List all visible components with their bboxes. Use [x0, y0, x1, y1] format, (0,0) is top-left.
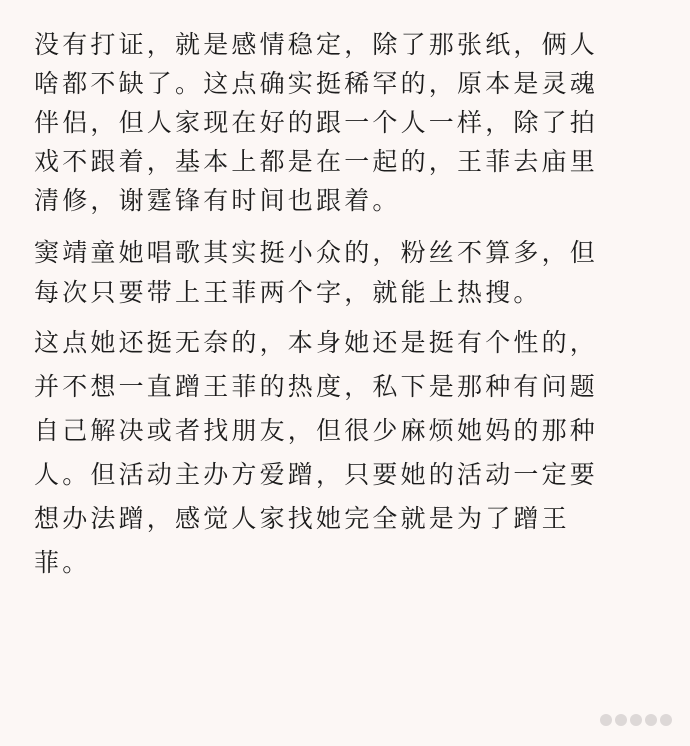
- text-line: 这点她还挺无奈的，本身她还是挺有个性的，: [34, 328, 599, 357]
- text-line: 窦靖童她唱歌其实挺小众的，粉丝不算多，但: [34, 238, 599, 267]
- text-line: 菲。: [34, 548, 91, 577]
- watermark-dot: [630, 714, 642, 726]
- watermark-dot: [660, 714, 672, 726]
- paragraph-3: [34, 324, 664, 582]
- text-line: 自己解决或者找朋友，但很少麻烦她妈的那种: [34, 416, 599, 445]
- text-line: 啥都不缺了。这点确实挺稀罕的，原本是灵魂: [34, 69, 599, 98]
- text-line: 想办法蹭，感觉人家找她完全就是为了蹭王: [34, 504, 570, 533]
- text-line: 伴侣，但人家现在好的跟一个人一样，除了拍: [34, 108, 599, 137]
- watermark-dot: [615, 714, 627, 726]
- watermark-dot: [645, 714, 657, 726]
- watermark: [600, 714, 672, 726]
- text-line: 每次只要带上王菲两个字，就能上热搜。: [34, 278, 542, 307]
- paragraph-1: [34, 26, 664, 220]
- paragraph-2: [34, 234, 664, 312]
- text-line: 人。但活动主办方爱蹭，只要她的活动一定要: [34, 460, 599, 489]
- text-line: 清修，谢霆锋有时间也跟着。: [34, 186, 401, 215]
- article-text: [34, 26, 664, 588]
- text-line: 没有打证，就是感情稳定，除了那张纸，俩人: [34, 30, 599, 59]
- text-line: 戏不跟着，基本上都是在一起的，王菲去庙里: [34, 147, 599, 176]
- watermark-dot: [600, 714, 612, 726]
- text-line: 并不想一直蹭王菲的热度，私下是那种有问题: [34, 372, 599, 401]
